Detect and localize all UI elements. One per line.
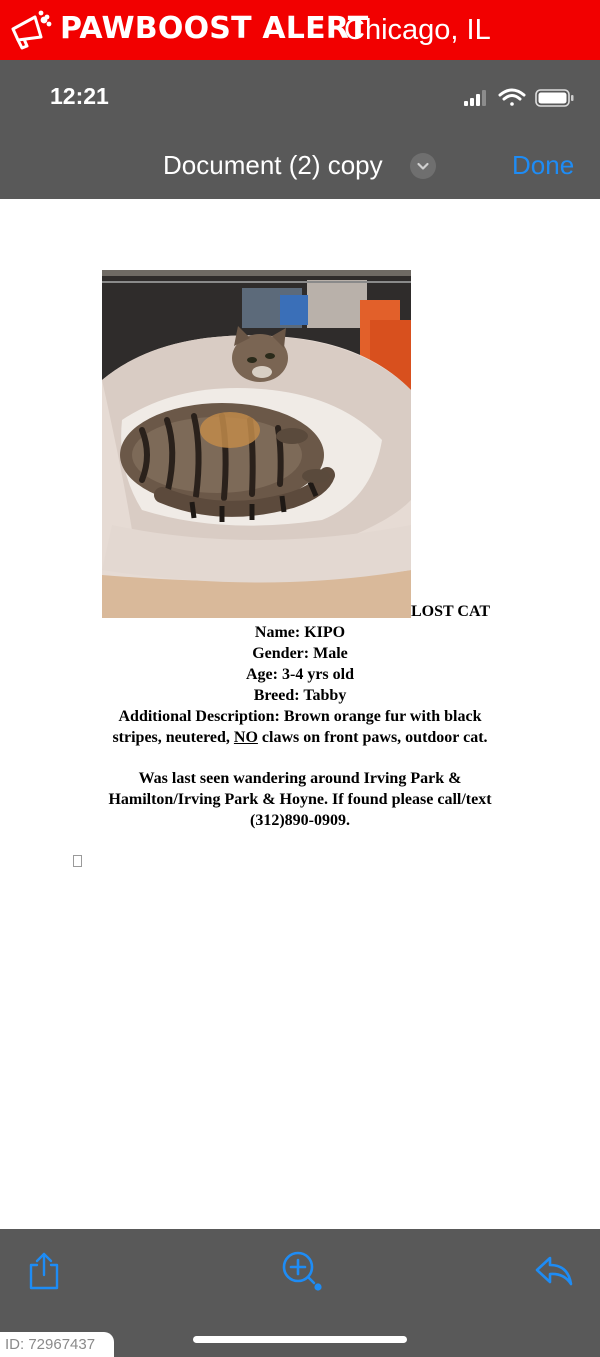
status-icons bbox=[464, 87, 576, 109]
description-text-end: claws on front paws, outdoor cat. bbox=[257, 729, 488, 746]
alert-banner bbox=[0, 0, 600, 60]
brand-name: PAWBOOST ALERT bbox=[60, 11, 369, 46]
description-line-2 bbox=[0, 729, 600, 747]
contact-phone: (312)890-0909. bbox=[250, 812, 350, 829]
missing-glyph-box bbox=[73, 855, 82, 867]
alert-location: Chicago, IL bbox=[344, 14, 491, 46]
wifi-icon bbox=[500, 90, 524, 106]
description-line-1: Additional Description: Brown orange fur with black bbox=[118, 708, 482, 725]
reply-icon[interactable] bbox=[534, 1253, 574, 1289]
listing-id-badge: ID: 72967437 bbox=[0, 1332, 114, 1357]
description-text-start: stripes, neutered, bbox=[112, 729, 234, 746]
done-button[interactable]: Done bbox=[512, 150, 575, 180]
pet-name: Name: KIPO bbox=[254, 624, 346, 641]
markup-icon[interactable] bbox=[280, 1249, 324, 1293]
pet-age: Age: 3-4 yrs old bbox=[246, 666, 354, 683]
megaphone-paw-icon bbox=[7, 7, 53, 53]
lost-cat-heading: LOST CAT bbox=[411, 603, 490, 620]
signal-icon bbox=[464, 90, 486, 106]
last-seen-line-1: Was last seen wandering around Irving Park & bbox=[138, 770, 462, 787]
document-title[interactable]: Document (2) copy bbox=[163, 150, 383, 180]
cat-photo bbox=[102, 270, 411, 618]
battery-icon bbox=[536, 90, 574, 106]
title-menu-button[interactable] bbox=[410, 153, 436, 179]
home-indicator[interactable] bbox=[193, 1336, 407, 1343]
status-time: 12:21 bbox=[50, 83, 109, 109]
top-bar bbox=[0, 60, 600, 199]
no-claws-emphasis: NO bbox=[233, 729, 258, 746]
last-seen-line-2: Hamilton/Irving Park & Hoyne. If found please call/text bbox=[108, 791, 492, 808]
document-page bbox=[0, 199, 600, 1229]
share-icon[interactable] bbox=[26, 1251, 62, 1291]
chevron-down-icon bbox=[410, 153, 436, 179]
pet-breed: Breed: Tabby bbox=[253, 687, 347, 704]
pet-gender: Gender: Male bbox=[252, 645, 348, 662]
nav-bar bbox=[0, 148, 600, 184]
